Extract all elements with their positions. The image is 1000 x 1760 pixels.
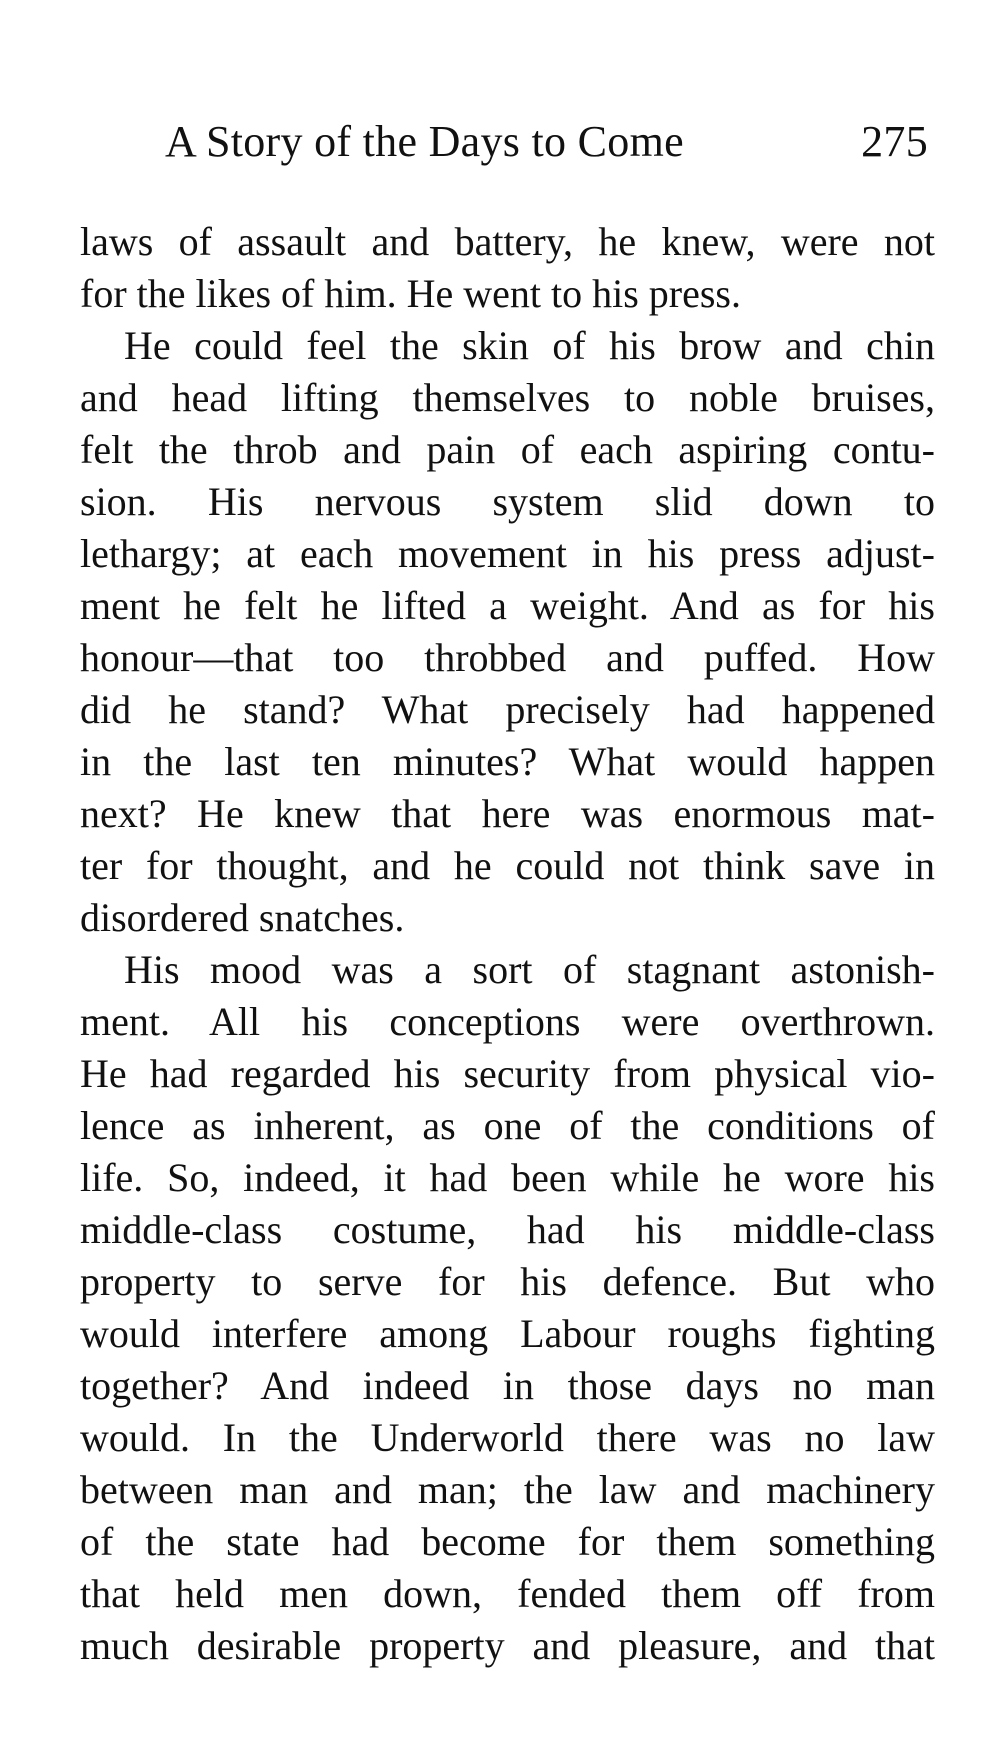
text-line: middle-class costume, had his middle-class <box>80 1207 935 1252</box>
text-line: would interfere among Labour roughs fighting <box>80 1311 935 1356</box>
text-line: property to serve for his defence. But who <box>80 1259 935 1304</box>
text-line: honour—that too throbbed and puffed. How <box>80 635 935 680</box>
text-line: disordered snatches. <box>80 895 405 940</box>
text-line: in the last ten minutes? What would happen <box>80 739 935 784</box>
text-line: He could feel the skin of his brow and chin <box>124 323 935 368</box>
text-line: next? He knew that here was enormous mat- <box>80 791 935 836</box>
text-line: ment he felt he lifted a weight. And as for his <box>80 583 935 628</box>
text-line: life. So, indeed, it had been while he wore his <box>80 1155 935 1200</box>
text-line: and head lifting themselves to noble bruises, <box>80 375 935 420</box>
text-line: ment. All his conceptions were overthrown. <box>80 999 935 1044</box>
text-line: would. In the Underworld there was no law <box>80 1415 935 1460</box>
body-text <box>80 216 935 1672</box>
text-line: together? And indeed in those days no man <box>80 1363 935 1408</box>
page-number: 275 <box>861 117 928 166</box>
text-line: that held men down, fended them off from <box>80 1571 935 1616</box>
text-line: felt the throb and pain of each aspiring contu- <box>80 427 935 472</box>
text-line: did he stand? What precisely had happened <box>80 687 935 732</box>
text-line: ter for thought, and he could not think save in <box>80 843 935 888</box>
paragraph-3 <box>80 944 935 1672</box>
paragraph-2 <box>80 320 935 944</box>
paragraph-1 <box>80 216 935 320</box>
text-line: between man and man; the law and machinery <box>80 1467 935 1512</box>
text-line: of the state had become for them something <box>80 1519 935 1564</box>
text-line: lence as inherent, as one of the conditions of <box>80 1103 935 1148</box>
text-line: laws of assault and battery, he knew, were not <box>80 219 935 264</box>
running-head <box>165 112 940 172</box>
text-line: His mood was a sort of stagnant astonish- <box>124 947 935 992</box>
text-line: He had regarded his security from physical vio- <box>80 1051 935 1096</box>
text-line: much desirable property and pleasure, and that <box>80 1623 935 1668</box>
text-line: sion. His nervous system slid down to <box>80 479 935 524</box>
text-line: for the likes of him. He went to his press. <box>80 271 741 316</box>
running-head-title: A Story of the Days to Come <box>165 117 684 166</box>
text-line: lethargy; at each movement in his press adjust- <box>80 531 935 576</box>
